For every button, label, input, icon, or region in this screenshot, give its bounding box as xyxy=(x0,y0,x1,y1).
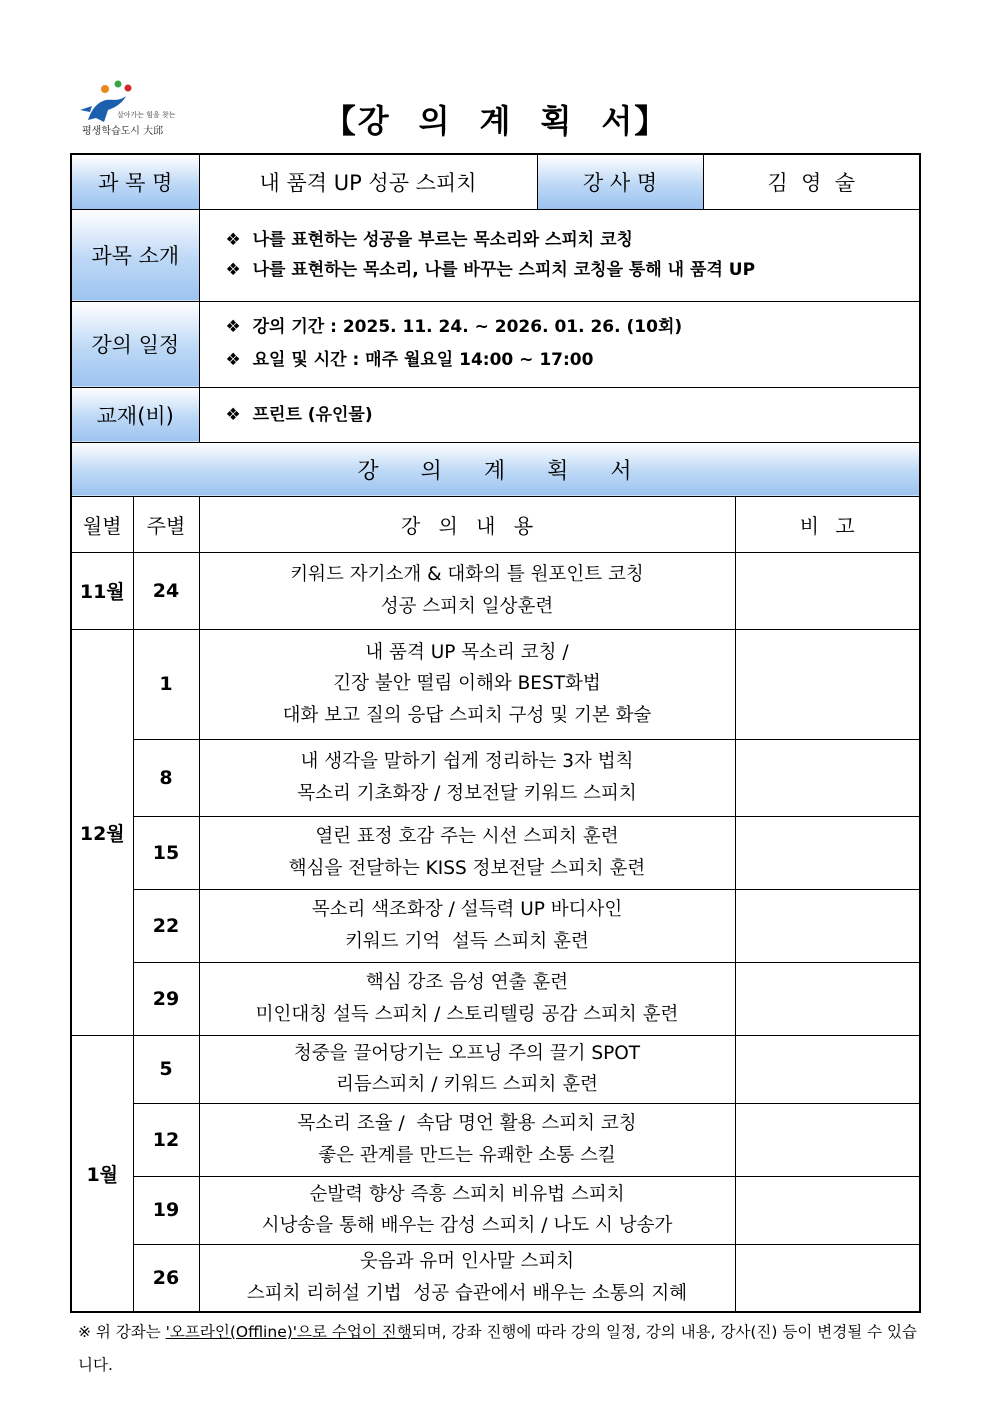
logo-dot-orange xyxy=(101,85,109,93)
month-cell: 1월 xyxy=(71,1035,133,1312)
table-row xyxy=(71,552,920,629)
table-row xyxy=(71,739,920,816)
material-label: 교재(비) xyxy=(71,387,199,442)
note-cell xyxy=(735,739,920,816)
col-week: 주별 xyxy=(133,496,199,552)
table-row xyxy=(71,889,920,962)
week-cell: 8 xyxy=(133,739,199,816)
note-cell xyxy=(735,1103,920,1176)
content-cell: 웃음과 유머 인사말 스피치 스피치 리허설 기법 성공 습관에서 배우는 소통의 지혜 xyxy=(199,1244,735,1312)
week-cell: 24 xyxy=(133,552,199,629)
table-row xyxy=(71,816,920,889)
col-month: 월별 xyxy=(71,496,133,552)
week-cell: 26 xyxy=(133,1244,199,1312)
note-cell xyxy=(735,552,920,629)
content-cell: 내 품격 UP 목소리 코칭 / 긴장 불안 떨림 이해와 BEST화법 대화 보고 질의 응답 스피치 구성 및 기본 화술 xyxy=(199,629,735,739)
note-cell xyxy=(735,816,920,889)
table-row xyxy=(71,1244,920,1312)
week-cell: 22 xyxy=(133,889,199,962)
logo-dot-red xyxy=(125,85,132,92)
content-cell: 핵심 강조 음성 연출 훈련 미인대칭 설득 스피치 / 스토리텔링 공감 스피치 훈련 xyxy=(199,962,735,1035)
week-cell: 19 xyxy=(133,1176,199,1244)
instructor-label: 강 사 명 xyxy=(537,154,703,209)
intro-label: 과목 소개 xyxy=(71,209,199,301)
table-row xyxy=(71,1035,920,1103)
content-cell: 청중을 끌어당기는 오프닝 주의 끌기 SPOT 리듬스피치 / 키워드 스피치 훈련 xyxy=(199,1035,735,1103)
lecture-plan-table xyxy=(70,153,921,1313)
col-note: 비 고 xyxy=(735,496,920,552)
logo-caption: 평생학습도시 大邱 xyxy=(82,126,164,137)
table-row xyxy=(71,962,920,1035)
week-cell: 15 xyxy=(133,816,199,889)
note-cell xyxy=(735,1035,920,1103)
content-cell: 순발력 향상 즉흥 스피치 비유법 스피치 시낭송을 통해 배우는 감성 스피치 / 나도 시 낭송가 xyxy=(199,1176,735,1244)
week-cell: 5 xyxy=(133,1035,199,1103)
col-content: 강 의 내 용 xyxy=(199,496,735,552)
content-cell: 열린 표정 호감 주는 시선 스피치 훈련 핵심을 전달하는 KISS 정보전달 스피치 훈련 xyxy=(199,816,735,889)
table-row xyxy=(71,629,920,739)
intro-content: ❖ 나를 표현하는 성공을 부르는 목소리와 스피치 코칭 ❖ 나를 표현하는 목소리, 나를 바꾸는 스피치 코칭을 통해 내 품격 UP xyxy=(199,209,920,301)
week-cell: 12 xyxy=(133,1103,199,1176)
content-cell: 목소리 조율 / 속담 명언 활용 스피치 코칭 좋은 관계를 만드는 유쾌한 소통 스킬 xyxy=(199,1103,735,1176)
note-cell xyxy=(735,889,920,962)
table-row xyxy=(71,1103,920,1176)
note-cell xyxy=(735,962,920,1035)
table-row xyxy=(71,1176,920,1244)
note-cell xyxy=(735,1244,920,1312)
footer-underlined: '오프라인(Offline)'으로 수업이 진행 xyxy=(165,1323,412,1341)
note-cell xyxy=(735,629,920,739)
content-cell: 내 생각을 말하기 쉽게 정리하는 3자 법칙 목소리 기초화장 / 정보전달 키워드 스피치 xyxy=(199,739,735,816)
note-cell xyxy=(735,1176,920,1244)
month-cell: 11월 xyxy=(71,552,133,629)
month-cell: 12월 xyxy=(71,629,133,1035)
plan-section-title: 강의계획서 xyxy=(71,442,920,496)
logo-dot-green xyxy=(115,81,122,88)
subject-value: 내 품격 UP 성공 스피치 xyxy=(199,154,537,209)
content-cell: 키워드 자기소개 & 대화의 틀 원포인트 코칭 성공 스피치 일상훈련 xyxy=(199,552,735,629)
schedule-content: ❖ 강의 기간 : 2025. 11. 24. ~ 2026. 01. 26. (10회) ❖ 요일 및 시간 : 매주 월요일 14:00 ~ 17:00 xyxy=(199,301,920,387)
footer-note: ※ 위 강좌는 '오프라인(Offline)'으로 수업이 진행되며, 강좌 진행에 따라 강의 일정, 강의 내용, 강사(진) 등이 변경될 수 있습니다. xyxy=(78,1323,917,1374)
subject-label: 과 목 명 xyxy=(71,154,199,209)
week-cell: 1 xyxy=(133,629,199,739)
document-title: 【강 의 계 획 서】 xyxy=(323,102,669,140)
schedule-label: 강의 일정 xyxy=(71,301,199,387)
logo-caption-small: 살아가는 힘을 찾는 xyxy=(117,111,176,119)
instructor-value: 김 영 술 xyxy=(703,154,920,209)
material-content: ❖ 프린트 (유인물) xyxy=(199,387,920,442)
content-cell: 목소리 색조화장 / 설득력 UP 바디사인 키워드 기억 설득 스피치 훈련 xyxy=(199,889,735,962)
week-cell: 29 xyxy=(133,962,199,1035)
